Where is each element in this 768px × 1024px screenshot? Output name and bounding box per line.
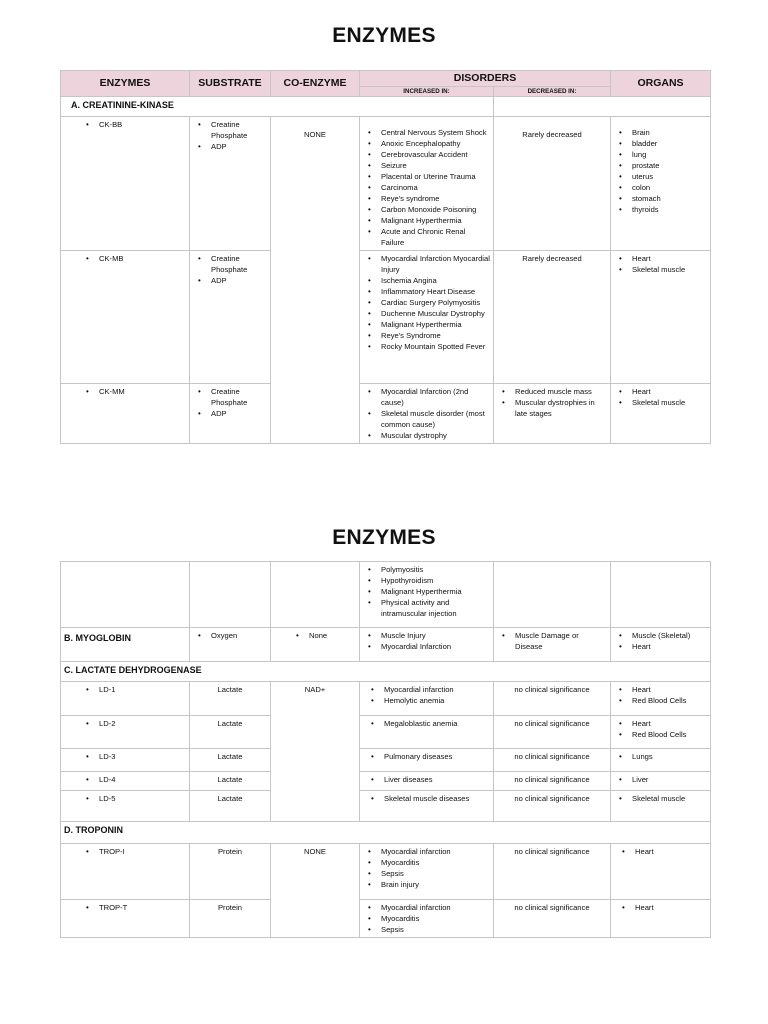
decreased-cell: Rarely decreased (494, 251, 611, 384)
header-disorders: DISORDERS (360, 71, 611, 87)
section-lactate-dehydrogenase: C. LACTATE DEHYDROGENASE (61, 662, 711, 682)
enzyme-name: • CK-MB (94, 253, 186, 264)
organs-cell: • Lungs (611, 749, 711, 772)
organs-cell: • Heart • Skeletal muscle (611, 251, 711, 384)
coenzyme-cell: NAD+ (271, 682, 360, 822)
enzyme-cell: • LD-2 (61, 716, 190, 749)
increased-cell: • Myocardial Infarction (2nd cause) • Skeletal muscle disorder (most common cause) • Muscular dystrophy (360, 384, 494, 444)
enzyme-cell: • LD-5 (61, 791, 190, 822)
decreased-cell: no clinical significance (494, 791, 611, 822)
organs-cell: • Muscle (Skeletal) • Heart (611, 628, 711, 662)
page-title: ENZYMES (332, 24, 436, 47)
enzyme-cell (61, 251, 190, 384)
organs-cell: • Heart (611, 900, 711, 938)
substrate-cell: Lactate (190, 716, 271, 749)
organs-cell: • Liver (611, 772, 711, 791)
coenzyme-cell: NONE (271, 844, 360, 938)
decreased-cell: no clinical significance (494, 749, 611, 772)
decreased-cell: no clinical significance (494, 844, 611, 900)
header-coenzyme: CO-ENZYME (271, 71, 360, 97)
enzyme-cell: • LD-4 (61, 772, 190, 791)
organs-cell: • Heart • Red Blood Cells (611, 682, 711, 716)
enzyme-cell: • TROP-I (61, 844, 190, 900)
section-troponin: D. TROPONIN (61, 822, 711, 844)
enzyme-name: • CK-BB (94, 119, 186, 130)
substrate-cell: • Creatine Phosphate • ADP (190, 251, 271, 384)
page-title-2: ENZYMES (332, 526, 436, 549)
decreased-cell: no clinical significance (494, 772, 611, 791)
header-decreased: DECREASED IN: (494, 87, 611, 97)
enzyme-cell (61, 117, 190, 251)
enzymes-table-1 (60, 70, 711, 444)
increased-cell: • Myocardial infarction • Hemolytic anemia (360, 682, 494, 716)
decreased-cell: • Muscle Damage or Disease (494, 628, 611, 662)
enzyme-name: • CK-MM (94, 386, 186, 397)
substrate-cell: Lactate (190, 791, 271, 822)
organs-cell: • Heart • Red Blood Cells (611, 716, 711, 749)
decreased-cell: Rarely decreased (494, 117, 611, 251)
organs-cell: • Heart (611, 844, 711, 900)
increased-cell: • Polymyositis • Hypothyroidism • Malignant Hyperthermia • Physical activity and intramuscular injection (360, 562, 494, 628)
increased-cell: • Muscle Injury • Myocardial Infarction (360, 628, 494, 662)
decreased-cell: no clinical significance (494, 682, 611, 716)
substrate-cell: • Creatine Phosphate • ADP (190, 384, 271, 444)
increased-cell: • Skeletal muscle diseases (360, 791, 494, 822)
coenzyme-cell: • None (271, 628, 360, 662)
increased-cell: • Myocardial infarction • Myocarditis • Sepsis • Brain injury (360, 844, 494, 900)
increased-cell: • Megaloblastic anemia (360, 716, 494, 749)
organs-cell: • Heart • Skeletal muscle (611, 384, 711, 444)
enzyme-cell: • LD-1 (61, 682, 190, 716)
coenzyme-cell: NONE (271, 117, 360, 444)
substrate-cell: Lactate (190, 749, 271, 772)
organs-cell: • Brain • bladder • lung • prostate • uterus • colon • stomach • thyroids (611, 117, 711, 251)
enzyme-cell: • TROP-T (61, 900, 190, 938)
increased-cell: • Central Nervous System Shock • Anoxic Encephalopathy • Cerebrovascular Accident • Seizure • Placental or Uterine Trauma • Carcinoma • Reye's syndrome • Carbon Monoxide Poisoning • Malignant Hyperthermia • Acute and Chronic Renal Failure (360, 117, 494, 251)
decreased-cell: • Reduced muscle mass • Muscular dystrophies in late stages (494, 384, 611, 444)
header-increased: INCREASED IN: (360, 87, 494, 97)
header-organs: ORGANS (611, 71, 711, 97)
header-enzymes: ENZYMES (61, 71, 190, 97)
increased-cell: • Myocardial infarction • Myocarditis • Sepsis (360, 900, 494, 938)
section-myoglobin: B. MYOGLOBIN (61, 628, 190, 662)
substrate-cell: Lactate (190, 682, 271, 716)
substrate-cell: Protein (190, 844, 271, 900)
enzymes-table-2 (60, 561, 711, 938)
increased-cell: • Pulmonary diseases (360, 749, 494, 772)
enzyme-cell: • LD-3 (61, 749, 190, 772)
substrate-cell: Protein (190, 900, 271, 938)
increased-cell: • Myocardial Infarction Myocardial Injury • Ischemia Angina • Inflammatory Heart Disease • Cardiac Surgery Polymyositis • Duchenne Muscular Dystrophy • Malignant Hyperthermia • Reye's Syndrome • Rocky Mountain Spotted Fever (360, 251, 494, 384)
decreased-cell: no clinical significance (494, 716, 611, 749)
organs-cell: • Skeletal muscle (611, 791, 711, 822)
header-substrate: SUBSTRATE (190, 71, 271, 97)
enzyme-cell (61, 384, 190, 444)
section-creatinine-kinase: A. CREATININE-KINASE (61, 97, 494, 117)
substrate-cell: • Creatine Phosphate • ADP (190, 117, 271, 251)
substrate-cell: • Oxygen (190, 628, 271, 662)
increased-cell: • Liver diseases (360, 772, 494, 791)
substrate-cell: Lactate (190, 772, 271, 791)
decreased-cell: no clinical significance (494, 900, 611, 938)
